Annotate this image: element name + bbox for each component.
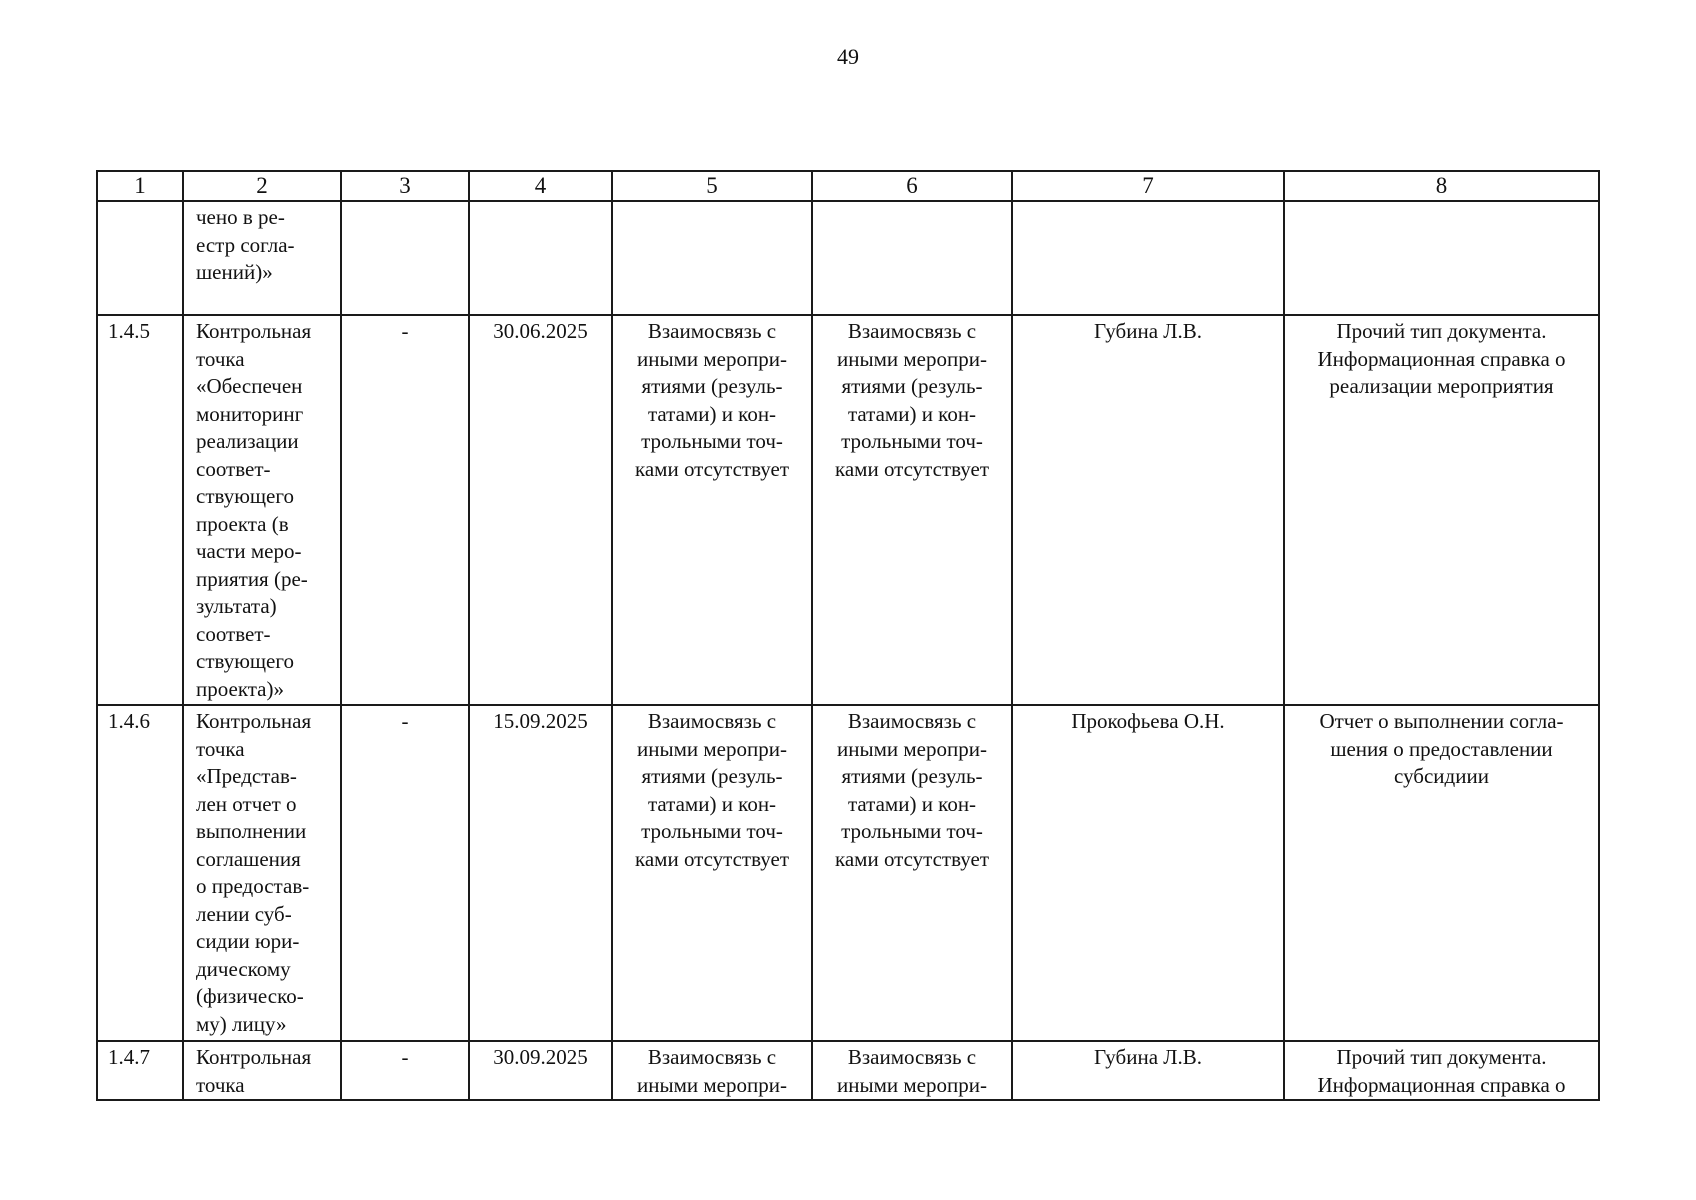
document-type: Отчет о выполнении согла- шения о предоставлении субсидиии [1284, 705, 1599, 1041]
relationship-column-5 [612, 201, 812, 315]
control-point-name: Контрольная точка «Обеспечен мониторинг реализации соответ- ствующего проекта (в части меро- приятия (ре- зультата) соответ- ствующего проекта)» [183, 315, 341, 705]
relationship-column-5: Взаимосвязь с иными меропри- [612, 1041, 812, 1100]
column-header-4: 4 [469, 171, 612, 201]
page-number: 49 [837, 44, 859, 69]
column-header-8: 8 [1284, 171, 1599, 201]
document-type [1284, 201, 1599, 315]
row-number: 1.4.7 [97, 1041, 183, 1100]
row-number [97, 201, 183, 315]
relationship-column-5: Взаимосвязь с иными меропри- ятиями (резуль- татами) и кон- трольными точ- ками отсутствует [612, 315, 812, 705]
column-header-6: 6 [812, 171, 1012, 201]
deadline-date: 30.06.2025 [469, 315, 612, 705]
table-row-1-4-7 [97, 1041, 1599, 1100]
document-type: Прочий тип документа. Информационная справка о реализации мероприятия [1284, 315, 1599, 705]
relationship-column-6: Взаимосвязь с иными меропри- [812, 1041, 1012, 1100]
row-number: 1.4.6 [97, 705, 183, 1041]
responsible-person [1012, 201, 1284, 315]
table-row-1-4-6 [97, 705, 1599, 1041]
responsible-person: Губина Л.В. [1012, 1041, 1284, 1100]
column-3-value: - [341, 315, 469, 705]
column-header-5: 5 [612, 171, 812, 201]
relationship-column-6: Взаимосвязь с иными меропри- ятиями (резуль- татами) и кон- трольными точ- ками отсутствует [812, 315, 1012, 705]
responsible-person: Губина Л.В. [1012, 315, 1284, 705]
column-header-3: 3 [341, 171, 469, 201]
control-point-name: чено в ре- естр согла- шений)» [183, 201, 341, 315]
column-3-value [341, 201, 469, 315]
deadline-date: 30.09.2025 [469, 1041, 612, 1100]
table-row-continuation [97, 201, 1599, 315]
column-number-header-row [97, 171, 1599, 201]
column-header-2: 2 [183, 171, 341, 201]
control-point-name: Контрольная точка «Представ- лен отчет о выполнении соглашения о предостав- лении суб- сидии юри- дическому (физическо- му) лицу» [183, 705, 341, 1041]
table-row-1-4-5 [97, 315, 1599, 705]
column-3-value: - [341, 1041, 469, 1100]
column-header-7: 7 [1012, 171, 1284, 201]
deadline-date [469, 201, 612, 315]
deadline-date: 15.09.2025 [469, 705, 612, 1041]
column-header-1: 1 [97, 171, 183, 201]
document-type: Прочий тип документа. Информационная справка о [1284, 1041, 1599, 1100]
responsible-person: Прокофьева О.Н. [1012, 705, 1284, 1041]
column-3-value: - [341, 705, 469, 1041]
control-points-table [96, 170, 1600, 1101]
relationship-column-6 [812, 201, 1012, 315]
relationship-column-6: Взаимосвязь с иными меропри- ятиями (резуль- татами) и кон- трольными точ- ками отсутствует [812, 705, 1012, 1041]
row-number: 1.4.5 [97, 315, 183, 705]
control-point-name: Контрольная точка [183, 1041, 341, 1100]
relationship-column-5: Взаимосвязь с иными меропри- ятиями (резуль- татами) и кон- трольными точ- ками отсутствует [612, 705, 812, 1041]
